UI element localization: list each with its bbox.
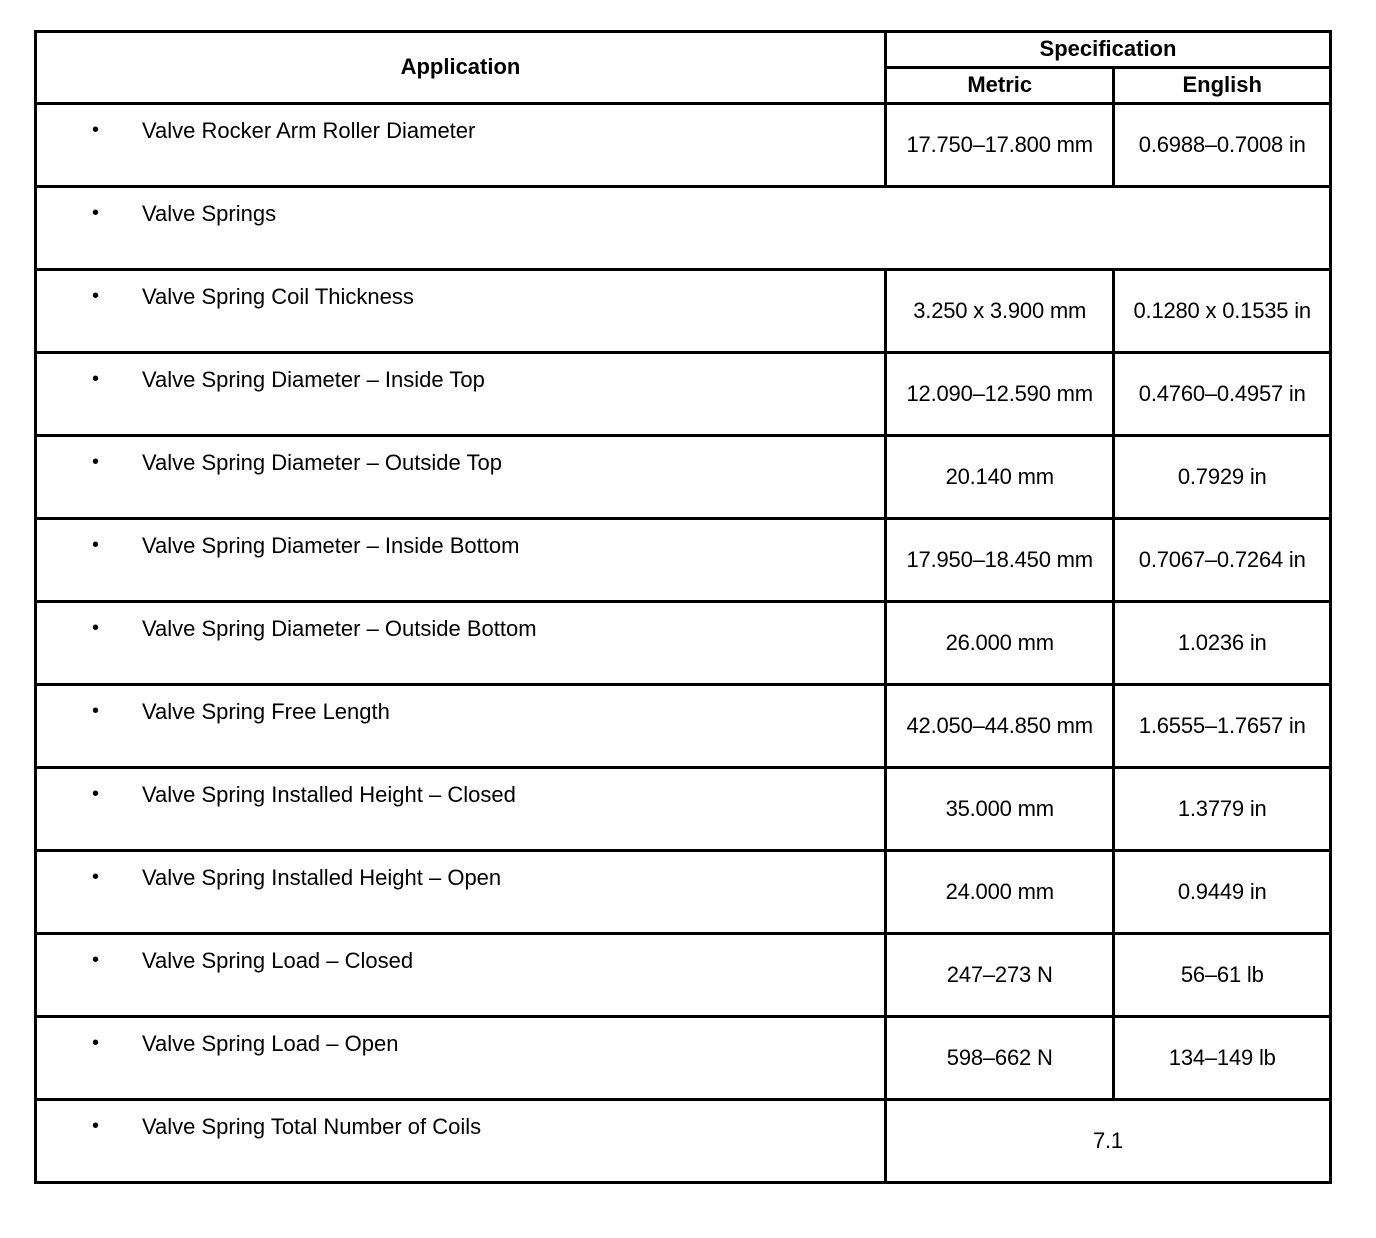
application-label: Valve Spring Installed Height – Open [142, 865, 502, 890]
table-row [36, 934, 1331, 1017]
metric-value: 26.000 mm [885, 602, 1114, 685]
spec-table [34, 30, 1332, 1184]
application-label: Valve Spring Diameter – Inside Top [142, 367, 485, 392]
application-cell [36, 519, 886, 602]
application-cell [36, 602, 886, 685]
bullet-icon: • [92, 949, 100, 971]
english-value: 0.1280 x 0.1535 in [1114, 270, 1331, 353]
header-specification: Specification [885, 32, 1330, 68]
application-label: Valve Springs [142, 201, 277, 226]
metric-value: 598–662 N [885, 1017, 1114, 1100]
header-metric: Metric [885, 68, 1114, 104]
bullet-icon: • [92, 1032, 100, 1054]
bullet-icon: • [92, 617, 100, 639]
table-row [36, 270, 1331, 353]
english-value: 0.6988–0.7008 in [1114, 104, 1331, 187]
combined-value: 7.1 [885, 1100, 1330, 1183]
table-row [36, 436, 1331, 519]
application-cell [36, 1100, 886, 1183]
metric-value: 35.000 mm [885, 768, 1114, 851]
metric-value: 247–273 N [885, 934, 1114, 1017]
metric-value: 42.050–44.850 mm [885, 685, 1114, 768]
bullet-icon: • [92, 1115, 100, 1137]
application-cell [36, 353, 886, 436]
metric-value: 24.000 mm [885, 851, 1114, 934]
bullet-icon: • [92, 700, 100, 722]
bullet-icon: • [92, 368, 100, 390]
english-value: 1.6555–1.7657 in [1114, 685, 1331, 768]
application-cell [36, 934, 886, 1017]
english-value: 0.9449 in [1114, 851, 1331, 934]
application-label: Valve Spring Coil Thickness [142, 284, 414, 309]
application-label: Valve Spring Diameter – Outside Top [142, 450, 502, 475]
table-row [36, 851, 1331, 934]
metric-value: 17.950–18.450 mm [885, 519, 1114, 602]
application-cell [36, 1017, 886, 1100]
bullet-icon: • [92, 451, 100, 473]
application-cell [36, 270, 886, 353]
english-value: 1.3779 in [1114, 768, 1331, 851]
english-value: 56–61 lb [1114, 934, 1331, 1017]
bullet-icon: • [92, 119, 100, 141]
table-row [36, 602, 1331, 685]
application-label: Valve Spring Installed Height – Closed [142, 782, 516, 807]
metric-value: 20.140 mm [885, 436, 1114, 519]
application-cell [36, 768, 886, 851]
bullet-icon: • [92, 285, 100, 307]
bullet-icon: • [92, 534, 100, 556]
table-row [36, 353, 1331, 436]
header-english: English [1114, 68, 1331, 104]
application-label: Valve Spring Total Number of Coils [142, 1114, 482, 1139]
application-label: Valve Spring Diameter – Inside Bottom [142, 533, 520, 558]
bullet-icon: • [92, 202, 100, 224]
bullet-icon: • [92, 866, 100, 888]
header-application: Application [36, 32, 886, 104]
metric-value: 17.750–17.800 mm [885, 104, 1114, 187]
table-row [36, 104, 1331, 187]
application-cell [36, 851, 886, 934]
english-value: 0.7929 in [1114, 436, 1331, 519]
english-value: 0.7067–0.7264 in [1114, 519, 1331, 602]
english-value: 1.0236 in [1114, 602, 1331, 685]
application-label: Valve Spring Load – Open [142, 1031, 399, 1056]
table-row [36, 519, 1331, 602]
application-label: Valve Spring Diameter – Outside Bottom [142, 616, 537, 641]
table-row [36, 1017, 1331, 1100]
application-cell [36, 685, 886, 768]
table-row [36, 187, 1331, 270]
application-label: Valve Spring Free Length [142, 699, 390, 724]
bullet-icon: • [92, 783, 100, 805]
metric-value: 3.250 x 3.900 mm [885, 270, 1114, 353]
english-value: 0.4760–0.4957 in [1114, 353, 1331, 436]
application-label: Valve Spring Load – Closed [142, 948, 414, 973]
application-cell [36, 187, 1331, 270]
application-cell [36, 104, 886, 187]
english-value: 134–149 lb [1114, 1017, 1331, 1100]
table-row [36, 768, 1331, 851]
table-row [36, 1100, 1331, 1183]
metric-value: 12.090–12.590 mm [885, 353, 1114, 436]
application-label: Valve Rocker Arm Roller Diameter [142, 118, 476, 143]
table-row [36, 685, 1331, 768]
application-cell [36, 436, 886, 519]
